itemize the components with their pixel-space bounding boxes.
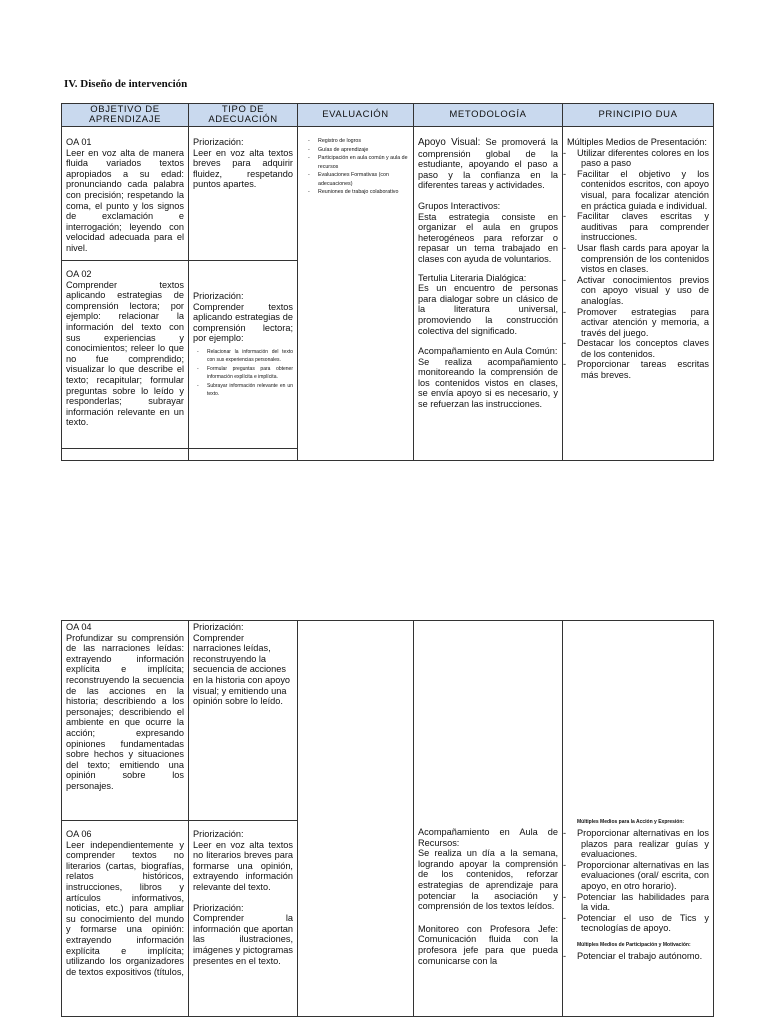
dua-item: - Facilitar el objetivo y los contenidos escritos, con apoyo visual, para focalizar atención en práctica guiada e individual.: [581, 169, 709, 211]
dua2-item: - Potenciar las habilidades para la vida.: [581, 892, 709, 913]
oa02-tipo-text: Comprender textos aplicando estrategias de comprensión lectora; por ejemplo:: [193, 301, 293, 344]
evaluacion-item: - Evaluaciones Formativas (con adecuaciones): [318, 171, 409, 188]
dua-cell: [563, 127, 714, 461]
metodologia-title: Acompañamiento en Aula Común:: [418, 346, 558, 357]
metodologia-title: Apoyo Visual:: [418, 137, 481, 148]
oa06-cell: [62, 821, 189, 1017]
oa02-tipo-item: - Subrayar información relevante en un texto.: [207, 382, 293, 399]
dua2-list-2: [567, 951, 709, 962]
header-principio: PRINCIPIO DUA: [563, 104, 714, 127]
dua2-title-2: Múltiples Medios de Participación y Motivación:: [577, 941, 691, 948]
header-tipo: TIPO DE ADECUACIÓN: [189, 104, 298, 127]
dua2-item: - Proporcionar alternativas en las evaluaciones (oral/ escrita, con apoyo, en otro horario).: [581, 860, 709, 892]
metodologia-title: Grupos Interactivos:: [418, 200, 501, 211]
dua-item: - Proporcionar tareas escritas más breves.: [581, 359, 709, 380]
dua2-item: - Potenciar el trabajo autónomo.: [581, 951, 709, 962]
intervention-table-bottom: [61, 620, 714, 1017]
dua-item: - Usar flash cards para apoyar la comprensión de los contenidos vistos en clases.: [581, 243, 709, 275]
dua-cell-2: [563, 621, 714, 1017]
dua-item: - Facilitar claves escritas y auditivas para comprender instrucciones.: [581, 211, 709, 243]
header-evaluacion: EVALUACIÓN: [298, 104, 414, 127]
evaluacion-cell: [298, 127, 414, 461]
oa04-tipo-cell: [189, 621, 298, 821]
evaluacion-list: [302, 137, 409, 197]
header-metodologia: METODOLOGÍA: [414, 104, 563, 127]
oa01-tipo-cell: [189, 127, 298, 261]
dua-item: - Utilizar diferentes colores en los paso a paso: [581, 148, 709, 169]
dua2-title-1: Múltiples Medios para la Acción y Expresión:: [577, 819, 685, 825]
oa06-tipo-cell: [189, 821, 298, 1017]
oa01-text: Leer en voz alta de manera fluida variados textos apropiados a su edad: pronunciando cada palabra con precisión; respetando la coma, el punto y los signos de exclamación e interrogación; leyendo con velocidad adecuada para el nivel.: [66, 147, 184, 253]
oa02-tipo-item: - Formular preguntas para obtener información explícita e implícita.: [207, 365, 293, 382]
empty-cell: [62, 449, 189, 461]
dua2-list-1: [567, 828, 709, 934]
oa02-tipo-label: Priorización:: [193, 291, 244, 301]
oa04-text: Profundizar su comprensión de las narraciones leídas: extrayendo información explícita e implícita; reconstruyendo la secuencia de las acciones en la historia; describiendo a los personajes; describiendo el ambiente en que ocurre la acción; expresando opiniones fundamentadas sobre hechos y situaciones del texto; emitiendo una opinión sobre los personajes.: [66, 632, 184, 791]
oa04-code: OA 04: [66, 622, 92, 632]
metodologia2-title: Monitoreo con Profesora Jefe:: [418, 923, 558, 934]
intervention-table-top: [61, 103, 714, 461]
oa06-tipo-label: Priorización:: [193, 902, 244, 913]
dua-item: - Promover estrategias para activar atención y memoria, a través del juego.: [581, 307, 709, 339]
oa06-code: OA 06: [66, 829, 92, 839]
dua2-item: - Proporcionar alternativas en los plazos para realizar guías y evaluaciones.: [581, 828, 709, 860]
metodologia-text: Esta estrategia consiste en organizar el aula en grupos heterogéneos para reforzar o repasar un tema trabajado en clases con ayuda de voluntarios.: [418, 211, 558, 264]
evaluacion-cell-2: [298, 621, 414, 1017]
oa02-text: Comprender textos aplicando estrategias de comprensión lectora; por ejemplo: relacionar la información del texto con sus experiencias y conocimientos; releer lo que no fue comprendido; visualizar lo que describe el texto; recapitular; formular preguntas sobre lo leído y responderlas; subrayar información relevante en un texto.: [66, 279, 184, 428]
oa02-tipo-list: [193, 348, 293, 398]
oa04-cell: [62, 621, 189, 821]
oa01-code: OA 01: [66, 137, 92, 147]
dua-title: Múltiples Medios de Presentación:: [567, 137, 707, 147]
dua2-item: - Potenciar el uso de Tics y tecnologías de apoyo.: [581, 913, 709, 934]
evaluacion-item: - Guías de aprendizaje: [318, 146, 409, 155]
oa06-tipo-text: Comprender la información que aportan las ilustraciones, imágenes y pictogramas presentes en el texto.: [193, 913, 293, 966]
evaluacion-item: - Registro de logros: [318, 137, 409, 146]
dua-item: - Activar conocimientos previos con apoyo visual y uso de analogías.: [581, 275, 709, 307]
empty-cell: [189, 449, 298, 461]
oa06-text: Leer independientemente y comprender textos no literarios (cartas, biografías, relatos históricos, instrucciones, libros y artículos informativos, noticias, etc.) para ampliar su conocimiento del mundo y formarse una opinión: extrayendo información explícita e implícita; utilizando los organizadores de textos expositivos (títulos,: [66, 839, 184, 977]
section-title: IV. Diseño de intervención: [64, 78, 188, 90]
oa06-tipo-text: Leer en voz alta textos no literarios breves para formarse una opinión, extrayendo información relevante del texto.: [193, 839, 293, 892]
metodologia2-text: Se realiza un día a la semana, logrando apoyar la comprensión de los contenidos, reforzar estrategias de aprendizaje para potenciar la asociación y comprensión de los textos leídos.: [418, 848, 558, 912]
oa04-tipo-text: Comprender narraciones leídas, reconstruyendo la secuencia de acciones en la historia con apoyo visual; y emitiendo una opinión sobre lo leído.: [193, 632, 291, 707]
oa01-tipo-text: Leer en voz alta textos breves para adquirir fluidez, respetando puntos apartes.: [193, 147, 293, 190]
metodologia-text: Se promoverá la comprensión global de la estudiante, apoyando el paso a paso y la confianza en la diferentes tareas y actividades.: [418, 137, 558, 191]
metodologia-title: Tertulia Literaria Dialógica:: [418, 272, 527, 283]
metodologia2-title: Acompañamiento en Aula de Recursos:: [418, 827, 558, 848]
oa02-cell: [62, 261, 189, 449]
evaluacion-item: - Participación en aula común y aula de recursos: [318, 154, 409, 171]
evaluacion-item: - Reuniones de trabajo colaborativo: [318, 188, 409, 197]
oa01-cell: [62, 127, 189, 261]
oa06-tipo-label: Priorización:: [193, 829, 244, 839]
oa02-code: OA 02: [66, 269, 92, 279]
dua-list: [567, 148, 709, 381]
oa02-tipo-cell: [189, 261, 298, 449]
oa01-tipo-label: Priorización:: [193, 137, 244, 147]
metodologia-cell: [414, 127, 563, 461]
metodologia-text: Se realiza acompañamiento monitoreando la comprensión de los contenidos vistos en clases, se envía apoyo si es necesario, y se refuerzan las instrucciones.: [418, 356, 558, 410]
oa02-tipo-item: - Relacionar la información del texto con sus experiencias personales.: [207, 348, 293, 365]
oa04-tipo-label: Priorización:: [193, 622, 244, 632]
metodologia2-text: Comunicación fluida con la profesora jefe para que pueda comunicarse con la: [418, 934, 558, 966]
metodologia-text: Es un encuentro de personas para dialogar sobre un clásico de la literatura universal, promoviendo la construcción colectiva del significado.: [418, 283, 558, 336]
header-objetivo: OBJETIVO DE APRENDIZAJE: [62, 104, 189, 127]
metodologia-cell-2: [414, 621, 563, 1017]
dua-item: - Destacar los conceptos claves de los contenidos.: [581, 338, 709, 359]
